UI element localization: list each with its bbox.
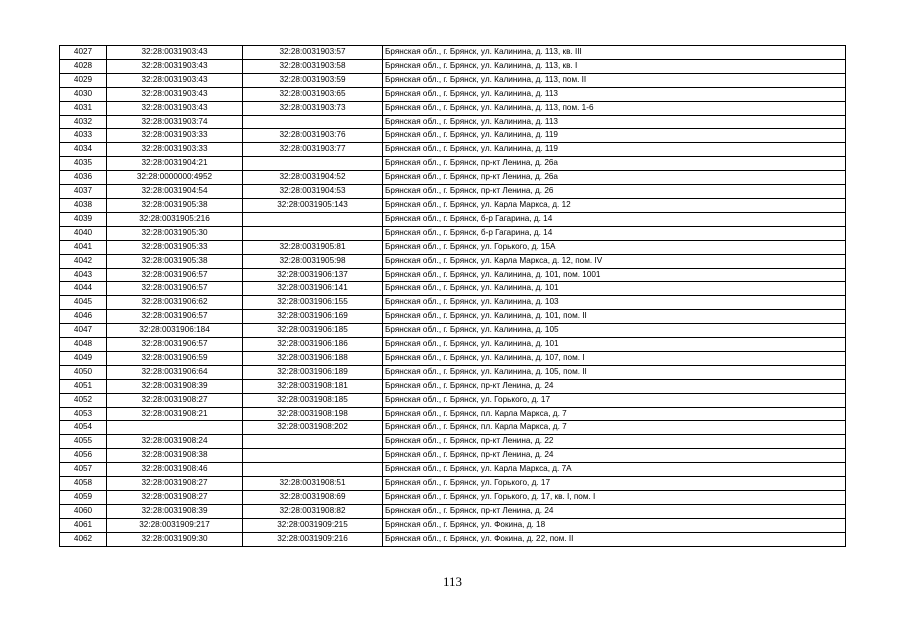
object-cadastral-number-cell: 32:28:0031908:51 <box>243 477 383 491</box>
row-number-cell: 4045 <box>60 296 107 310</box>
table-row <box>60 115 846 129</box>
object-cadastral-number-cell: 32:28:0031906:169 <box>243 310 383 324</box>
address-cell: Брянская обл., г. Брянск, ул. Калинина, д. 107, пом. I <box>383 351 846 365</box>
address-cell: Брянская обл., г. Брянск, б-р Гагарина, д. 14 <box>383 226 846 240</box>
cadastral-number-cell: 32:28:0031903:33 <box>107 129 243 143</box>
cadastral-number-cell: 32:28:0031904:21 <box>107 157 243 171</box>
row-number-cell: 4044 <box>60 282 107 296</box>
address-cell: Брянская обл., г. Брянск, б-р Гагарина, д. 14 <box>383 212 846 226</box>
row-number-cell: 4040 <box>60 226 107 240</box>
row-number-cell: 4041 <box>60 240 107 254</box>
row-number-cell: 4049 <box>60 351 107 365</box>
row-number-cell: 4039 <box>60 212 107 226</box>
table-row <box>60 351 846 365</box>
cadastral-number-cell: 32:28:0031908:21 <box>107 407 243 421</box>
row-number-cell: 4030 <box>60 87 107 101</box>
cadastral-number-cell: 32:28:0031908:27 <box>107 491 243 505</box>
address-cell: Брянская обл., г. Брянск, пр-кт Ленина, д. 22 <box>383 435 846 449</box>
object-cadastral-number-cell: 32:28:0031903:57 <box>243 46 383 60</box>
address-cell: Брянская обл., г. Брянск, ул. Карла Маркса, д. 7А <box>383 463 846 477</box>
object-cadastral-number-cell: 32:28:0031909:215 <box>243 518 383 532</box>
table-row <box>60 407 846 421</box>
address-cell: Брянская обл., г. Брянск, ул. Фокина, д. 18 <box>383 518 846 532</box>
table-row <box>60 254 846 268</box>
address-cell: Брянская обл., г. Брянск, ул. Калинина, д. 113, кв. I <box>383 59 846 73</box>
row-number-cell: 4056 <box>60 449 107 463</box>
table-row <box>60 504 846 518</box>
row-number-cell: 4028 <box>60 59 107 73</box>
table-row <box>60 87 846 101</box>
object-cadastral-number-cell: 32:28:0031904:53 <box>243 185 383 199</box>
address-cell: Брянская обл., г. Брянск, ул. Горького, д. 17 <box>383 393 846 407</box>
row-number-cell: 4053 <box>60 407 107 421</box>
object-cadastral-number-cell <box>243 226 383 240</box>
page-number: 113 <box>442 574 463 589</box>
address-cell: Брянская обл., г. Брянск, пл. Карла Маркса, д. 7 <box>383 421 846 435</box>
object-cadastral-number-cell: 32:28:0031903:73 <box>243 101 383 115</box>
address-cell: Брянская обл., г. Брянск, ул. Калинина, д. 103 <box>383 296 846 310</box>
row-number-cell: 4027 <box>60 46 107 60</box>
object-cadastral-number-cell: 32:28:0031904:52 <box>243 171 383 185</box>
address-cell: Брянская обл., г. Брянск, пл. Карла Маркса, д. 7 <box>383 407 846 421</box>
row-number-cell: 4054 <box>60 421 107 435</box>
row-number-cell: 4060 <box>60 504 107 518</box>
cadastral-number-cell: 32:28:0031906:184 <box>107 324 243 338</box>
row-number-cell: 4046 <box>60 310 107 324</box>
cadastral-number-cell: 32:28:0031903:43 <box>107 87 243 101</box>
table-row <box>60 421 846 435</box>
cadastral-number-cell: 32:28:0031906:57 <box>107 310 243 324</box>
object-cadastral-number-cell: 32:28:0031908:202 <box>243 421 383 435</box>
cadastral-number-cell: 32:28:0031905:38 <box>107 198 243 212</box>
address-cell: Брянская обл., г. Брянск, пр-кт Ленина, д. 26 <box>383 185 846 199</box>
row-number-cell: 4055 <box>60 435 107 449</box>
address-cell: Брянская обл., г. Брянск, ул. Калинина, д. 105 <box>383 324 846 338</box>
row-number-cell: 4062 <box>60 532 107 546</box>
object-cadastral-number-cell: 32:28:0031903:65 <box>243 87 383 101</box>
row-number-cell: 4042 <box>60 254 107 268</box>
address-cell: Брянская обл., г. Брянск, ул. Калинина, д. 101 <box>383 338 846 352</box>
address-cell: Брянская обл., г. Брянск, пр-кт Ленина, д. 26а <box>383 157 846 171</box>
table-row <box>60 46 846 60</box>
address-cell: Брянская обл., г. Брянск, ул. Калинина, д. 113 <box>383 87 846 101</box>
object-cadastral-number-cell: 32:28:0031906:188 <box>243 351 383 365</box>
row-number-cell: 4034 <box>60 143 107 157</box>
row-number-cell: 4038 <box>60 198 107 212</box>
table-row <box>60 296 846 310</box>
cadastral-number-cell: 32:28:0031906:59 <box>107 351 243 365</box>
table-row <box>60 73 846 87</box>
address-cell: Брянская обл., г. Брянск, ул. Калинина, д. 119 <box>383 143 846 157</box>
registry-table-body <box>60 46 846 547</box>
table-row <box>60 338 846 352</box>
address-cell: Брянская обл., г. Брянск, ул. Калинина, д. 101, пом. II <box>383 310 846 324</box>
table-row <box>60 212 846 226</box>
address-cell: Брянская обл., г. Брянск, ул. Карла Маркса, д. 12 <box>383 198 846 212</box>
row-number-cell: 4057 <box>60 463 107 477</box>
cadastral-number-cell: 32:28:0031908:24 <box>107 435 243 449</box>
cadastral-number-cell: 32:28:0031903:43 <box>107 101 243 115</box>
cadastral-number-cell: 32:28:0031908:27 <box>107 477 243 491</box>
address-cell: Брянская обл., г. Брянск, пр-кт Ленина, д. 24 <box>383 449 846 463</box>
address-cell: Брянская обл., г. Брянск, ул. Карла Маркса, д. 12, пом. IV <box>383 254 846 268</box>
table-row <box>60 198 846 212</box>
object-cadastral-number-cell: 32:28:0031903:76 <box>243 129 383 143</box>
row-number-cell: 4052 <box>60 393 107 407</box>
cadastral-number-cell: 32:28:0031906:57 <box>107 282 243 296</box>
cadastral-number-cell: 32:28:0031908:39 <box>107 504 243 518</box>
object-cadastral-number-cell: 32:28:0031906:155 <box>243 296 383 310</box>
table-row <box>60 365 846 379</box>
address-cell: Брянская обл., г. Брянск, ул. Горького, д. 17, кв. I, пом. I <box>383 491 846 505</box>
object-cadastral-number-cell <box>243 449 383 463</box>
address-cell: Брянская обл., г. Брянск, ул. Калинина, д. 113, кв. III <box>383 46 846 60</box>
table-row <box>60 101 846 115</box>
table-row <box>60 463 846 477</box>
object-cadastral-number-cell: 32:28:0031908:185 <box>243 393 383 407</box>
table-row <box>60 143 846 157</box>
table-row <box>60 129 846 143</box>
cadastral-number-cell: 32:28:0031906:57 <box>107 338 243 352</box>
address-cell: Брянская обл., г. Брянск, ул. Калинина, д. 105, пом. II <box>383 365 846 379</box>
address-cell: Брянская обл., г. Брянск, ул. Калинина, д. 119 <box>383 129 846 143</box>
object-cadastral-number-cell: 32:28:0031906:141 <box>243 282 383 296</box>
table-row <box>60 393 846 407</box>
object-cadastral-number-cell: 32:28:0031906:186 <box>243 338 383 352</box>
object-cadastral-number-cell: 32:28:0031905:98 <box>243 254 383 268</box>
table-row <box>60 171 846 185</box>
address-cell: Брянская обл., г. Брянск, ул. Калинина, д. 101, пом. 1001 <box>383 268 846 282</box>
table-row <box>60 449 846 463</box>
cadastral-number-cell: 32:28:0031908:27 <box>107 393 243 407</box>
cadastral-number-cell: 32:28:0031908:39 <box>107 379 243 393</box>
table-row <box>60 491 846 505</box>
cadastral-number-cell: 32:28:0031905:216 <box>107 212 243 226</box>
cadastral-number-cell: 32:28:0031908:46 <box>107 463 243 477</box>
cadastral-number-cell: 32:28:0031903:33 <box>107 143 243 157</box>
row-number-cell: 4031 <box>60 101 107 115</box>
object-cadastral-number-cell: 32:28:0031908:82 <box>243 504 383 518</box>
registry-table <box>59 45 846 547</box>
row-number-cell: 4035 <box>60 157 107 171</box>
table-row <box>60 157 846 171</box>
cadastral-number-cell: 32:28:0031909:30 <box>107 532 243 546</box>
cadastral-number-cell: 32:28:0031903:74 <box>107 115 243 129</box>
cadastral-number-cell: 32:28:0031903:43 <box>107 46 243 60</box>
object-cadastral-number-cell: 32:28:0031903:77 <box>243 143 383 157</box>
table-row <box>60 435 846 449</box>
object-cadastral-number-cell <box>243 157 383 171</box>
object-cadastral-number-cell: 32:28:0031908:181 <box>243 379 383 393</box>
table-row <box>60 310 846 324</box>
address-cell: Брянская обл., г. Брянск, пр-кт Ленина, д. 26а <box>383 171 846 185</box>
address-cell: Брянская обл., г. Брянск, ул. Фокина, д. 22, пом. II <box>383 532 846 546</box>
object-cadastral-number-cell: 32:28:0031909:216 <box>243 532 383 546</box>
table-row <box>60 185 846 199</box>
row-number-cell: 4033 <box>60 129 107 143</box>
object-cadastral-number-cell: 32:28:0031905:143 <box>243 198 383 212</box>
table-row <box>60 59 846 73</box>
address-cell: Брянская обл., г. Брянск, ул. Калинина, д. 101 <box>383 282 846 296</box>
object-cadastral-number-cell: 32:28:0031905:81 <box>243 240 383 254</box>
table-row <box>60 518 846 532</box>
object-cadastral-number-cell: 32:28:0031908:198 <box>243 407 383 421</box>
table-row <box>60 532 846 546</box>
row-number-cell: 4037 <box>60 185 107 199</box>
table-row <box>60 379 846 393</box>
row-number-cell: 4048 <box>60 338 107 352</box>
address-cell: Брянская обл., г. Брянск, ул. Калинина, д. 113 <box>383 115 846 129</box>
object-cadastral-number-cell <box>243 435 383 449</box>
cadastral-number-cell: 32:28:0031908:38 <box>107 449 243 463</box>
cadastral-number-cell: 32:28:0031903:43 <box>107 73 243 87</box>
table-row <box>60 240 846 254</box>
object-cadastral-number-cell: 32:28:0031903:58 <box>243 59 383 73</box>
address-cell: Брянская обл., г. Брянск, ул. Горького, д. 15А <box>383 240 846 254</box>
table-row <box>60 282 846 296</box>
row-number-cell: 4029 <box>60 73 107 87</box>
cadastral-number-cell: 32:28:0031906:57 <box>107 268 243 282</box>
row-number-cell: 4047 <box>60 324 107 338</box>
cadastral-number-cell: 32:28:0000000:4952 <box>107 171 243 185</box>
address-cell: Брянская обл., г. Брянск, пр-кт Ленина, д. 24 <box>383 504 846 518</box>
cadastral-number-cell: 32:28:0031909:217 <box>107 518 243 532</box>
object-cadastral-number-cell <box>243 463 383 477</box>
table-row <box>60 477 846 491</box>
address-cell: Брянская обл., г. Брянск, ул. Калинина, д. 113, пом. 1-6 <box>383 101 846 115</box>
object-cadastral-number-cell: 32:28:0031906:137 <box>243 268 383 282</box>
cadastral-number-cell <box>107 421 243 435</box>
row-number-cell: 4043 <box>60 268 107 282</box>
row-number-cell: 4051 <box>60 379 107 393</box>
row-number-cell: 4036 <box>60 171 107 185</box>
cadastral-number-cell: 32:28:0031905:38 <box>107 254 243 268</box>
cadastral-number-cell: 32:28:0031906:64 <box>107 365 243 379</box>
row-number-cell: 4032 <box>60 115 107 129</box>
row-number-cell: 4058 <box>60 477 107 491</box>
address-cell: Брянская обл., г. Брянск, пр-кт Ленина, д. 24 <box>383 379 846 393</box>
object-cadastral-number-cell: 32:28:0031906:189 <box>243 365 383 379</box>
table-row <box>60 268 846 282</box>
cadastral-number-cell: 32:28:0031903:43 <box>107 59 243 73</box>
row-number-cell: 4061 <box>60 518 107 532</box>
object-cadastral-number-cell <box>243 212 383 226</box>
table-row <box>60 226 846 240</box>
object-cadastral-number-cell: 32:28:0031908:69 <box>243 491 383 505</box>
row-number-cell: 4050 <box>60 365 107 379</box>
object-cadastral-number-cell <box>243 115 383 129</box>
table-row <box>60 324 846 338</box>
cadastral-number-cell: 32:28:0031905:33 <box>107 240 243 254</box>
object-cadastral-number-cell: 32:28:0031906:185 <box>243 324 383 338</box>
object-cadastral-number-cell: 32:28:0031903:59 <box>243 73 383 87</box>
address-cell: Брянская обл., г. Брянск, ул. Калинина, д. 113, пом. II <box>383 73 846 87</box>
cadastral-number-cell: 32:28:0031906:62 <box>107 296 243 310</box>
row-number-cell: 4059 <box>60 491 107 505</box>
cadastral-number-cell: 32:28:0031905:30 <box>107 226 243 240</box>
address-cell: Брянская обл., г. Брянск, ул. Горького, д. 17 <box>383 477 846 491</box>
cadastral-number-cell: 32:28:0031904:54 <box>107 185 243 199</box>
